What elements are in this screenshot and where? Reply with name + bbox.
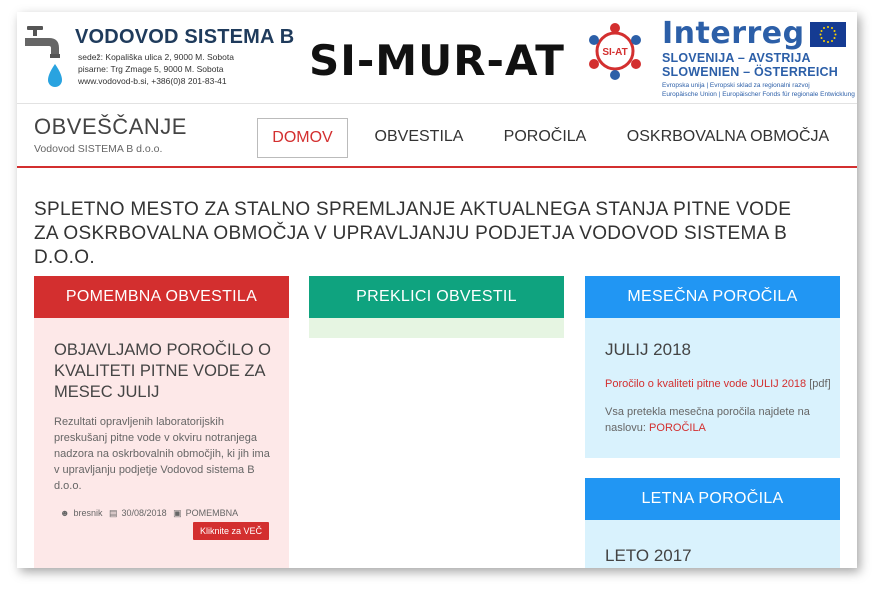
post-category[interactable]: POMEMBNA xyxy=(185,508,239,518)
si-at-logo xyxy=(585,20,645,82)
read-more-button[interactable]: Kliknite za VEČ xyxy=(193,522,269,540)
monthly-reports-panel xyxy=(585,318,840,458)
calendar-icon: ▤ xyxy=(109,508,118,518)
report-format: [pdf] xyxy=(809,378,831,390)
monthly-reports-header: MESEČNA POROČILA xyxy=(585,276,840,318)
interreg-title: Interreg xyxy=(662,16,805,51)
interreg-fund-line: Evropska unija | Evropski sklad za regionalni razvoj xyxy=(662,82,810,89)
report-entry xyxy=(605,378,831,390)
important-notices-panel xyxy=(34,318,289,568)
recalls-panel xyxy=(309,318,564,338)
archive-note-text: Vsa pretekla mesečna poročila najdete na naslovu: xyxy=(605,406,810,434)
folder-icon: ▣ xyxy=(173,508,182,518)
yearly-reports-header: LETNA POROČILA xyxy=(585,478,840,520)
page-headline: SPLETNO MESTO ZA STALNO SPREMLJANJE AKTUALNEGA STANJA PITNE VODE ZA OSKRBOVALNA OBMOČJA V UPRAVLJANJU PODJETJA VODOVOD SISTEMA B D.O.O. xyxy=(34,199,792,268)
nav-item-porocila[interactable]: POROČILA xyxy=(503,128,587,145)
site-banner xyxy=(17,12,857,104)
site-title[interactable]: OBVEŠČANJE xyxy=(34,114,187,139)
contact-line: www.vodovod-b.si, +386(0)8 201-83-41 xyxy=(78,76,227,86)
page xyxy=(17,12,857,568)
si-at-badge-text: SI-AT xyxy=(602,47,628,58)
faucet-icon xyxy=(23,20,69,98)
important-notices-header: POMEMBNA OBVESTILA xyxy=(34,276,289,318)
recalls-header: PREKLICI OBVESTIL xyxy=(309,276,564,318)
post-author[interactable]: bresnik xyxy=(73,508,103,518)
yearly-reports-panel xyxy=(585,520,840,568)
address-line: sedež: Kopališka ulica 2, 9000 M. Sobota xyxy=(78,52,234,62)
nav-item-domov[interactable]: DOMOV xyxy=(257,118,348,158)
address-line: pisarne: Trg Zmage 5, 9000 M. Sobota xyxy=(78,64,224,74)
interreg-country-line: SLOVENIJA – AVSTRIJA xyxy=(662,51,811,65)
org-name: VODOVOD SISTEMA B xyxy=(75,26,295,48)
main-navbar xyxy=(17,104,857,168)
nav-item-oskrbovalna-obmocja[interactable]: OSKRBOVALNA OBMOČJA xyxy=(626,128,830,145)
post-title[interactable]: OBJAVLJAMO POROČILO O KVALITETI PITNE VODE ZA MESEC JULIJ xyxy=(54,341,271,401)
post-date: 30/08/2018 xyxy=(121,508,167,518)
post-excerpt: Rezultati opravljenih laboratorijskih preskušanj pitne vode v okviru notranjega nadzora na oskrbovalnih območjih, ki jih ima v upravljanju podjetje Vodovod sistema B d.o.o. xyxy=(54,416,270,492)
site-subtitle: Vodovod SISTEMA B d.o.o. xyxy=(34,143,163,155)
year-title: LETO 2017 xyxy=(605,546,692,565)
user-icon: ☻ xyxy=(60,508,70,518)
eu-flag-icon xyxy=(810,22,846,47)
report-link[interactable]: Poročilo o kvaliteti pitne vode JULIJ 2018 xyxy=(605,378,807,390)
post-meta xyxy=(60,508,242,519)
archive-link[interactable]: POROČILA xyxy=(649,422,706,434)
interreg-fund-line: Europäische Union | Europäischer Fonds für regionale Entwicklung xyxy=(662,91,855,98)
project-logo: SI-MUR-AT xyxy=(309,36,565,85)
interreg-country-line: SLOWENIEN – ÖSTERREICH xyxy=(662,65,838,79)
archive-note xyxy=(605,404,820,436)
month-title: JULIJ 2018 xyxy=(605,340,691,359)
nav-item-obvestila[interactable]: OBVESTILA xyxy=(374,128,464,145)
